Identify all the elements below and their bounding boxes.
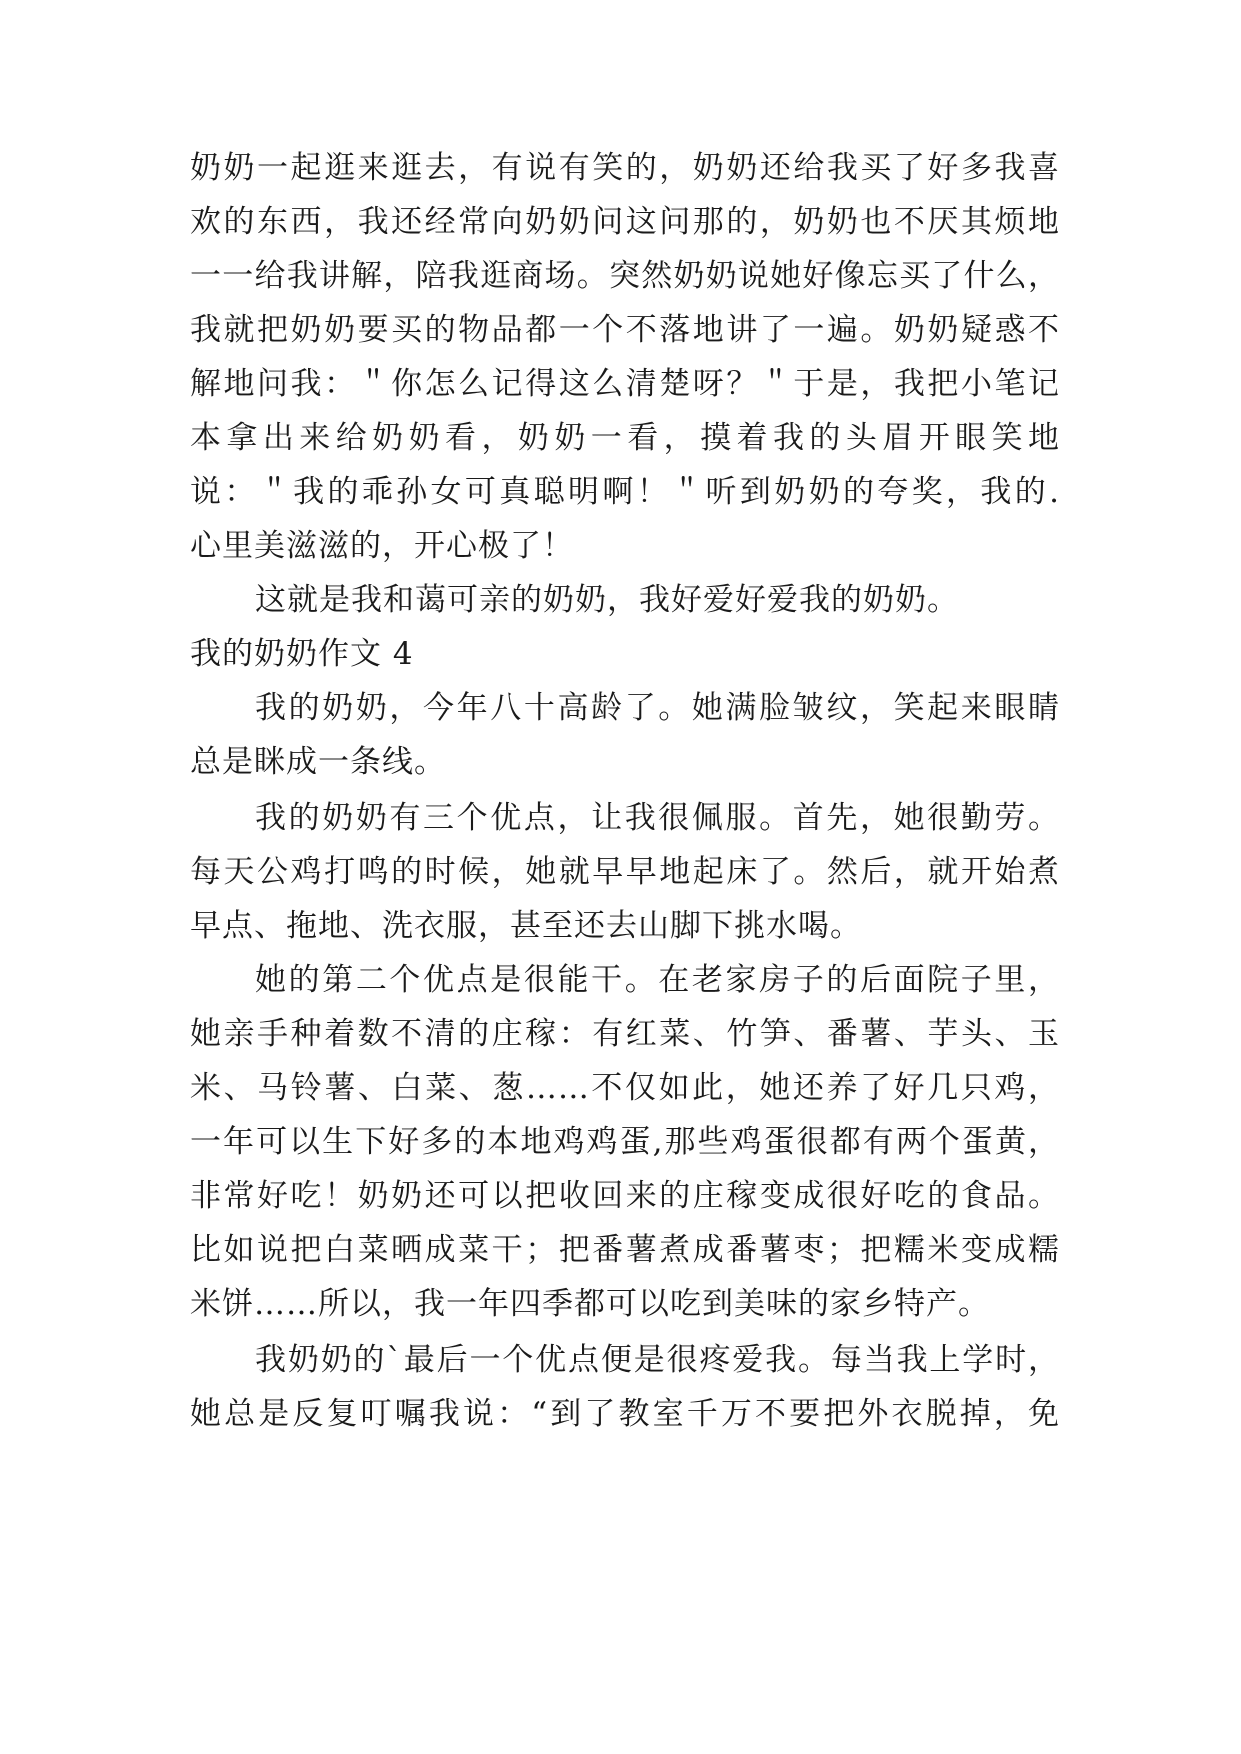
text-line: 本拿出来给奶奶看，奶奶一看，摸着我的头眉开眼笑地 — [190, 420, 1060, 456]
text-line: 一年可以生下好多的本地鸡鸡蛋,那些鸡蛋很都有两个蛋黄， — [190, 1124, 1060, 1160]
text-line: 一一给我讲解，陪我逛商场。突然奶奶说她好像忘买了什么， — [190, 258, 1060, 294]
text-line: 早点、拖地、洗衣服，甚至还去山脚下挑水喝。 — [190, 908, 862, 944]
text-line: 米饼……所以，我一年四季都可以吃到美味的家乡特产。 — [190, 1286, 990, 1322]
text-line: 她总是反复叮嘱我说：“到了教室千万不要把外衣脱掉，免 — [190, 1396, 1060, 1432]
section-heading: 我的奶奶作文 4 — [190, 636, 414, 672]
text-line: 每天公鸡打鸣的时候，她就早早地起床了。然后，就开始煮 — [190, 854, 1060, 890]
text-line: 她的第二个优点是很能干。在老家房子的后面院子里， — [255, 962, 1060, 998]
text-line: 欢的东西，我还经常向奶奶问这问那的，奶奶也不厌其烦地 — [190, 204, 1060, 240]
text-line: 奶奶一起逛来逛去，有说有笑的，奶奶还给我买了好多我喜 — [190, 150, 1060, 186]
text-line: 总是眯成一条线。 — [190, 744, 446, 780]
text-line: 说：＂我的乖孙女可真聪明啊！＂听到奶奶的夸奖，我的. — [190, 474, 1060, 510]
text-line: 米、马铃薯、白菜、葱……不仅如此，她还养了好几只鸡， — [190, 1070, 1060, 1106]
text-line: 我的奶奶有三个优点，让我很佩服。首先，她很勤劳。 — [255, 800, 1060, 836]
text-line: 心里美滋滋的，开心极了！ — [190, 528, 574, 564]
text-line: 我的奶奶，今年八十高龄了。她满脸皱纹，笑起来眼睛 — [255, 690, 1060, 726]
text-line: 这就是我和蔼可亲的奶奶，我好爱好爱我的奶奶。 — [255, 582, 959, 618]
text-line: 解地问我：＂你怎么记得这么清楚呀？＂于是，我把小笔记 — [190, 366, 1060, 402]
text-line: 非常好吃！奶奶还可以把收回来的庄稼变成很好吃的食品。 — [190, 1178, 1060, 1214]
text-line: 比如说把白菜晒成菜干；把番薯煮成番薯枣；把糯米变成糯 — [190, 1232, 1060, 1268]
text-line: 我就把奶奶要买的物品都一个不落地讲了一遍。奶奶疑惑不 — [190, 312, 1060, 348]
text-line: 她亲手种着数不清的庄稼：有红菜、竹笋、番薯、芋头、玉 — [190, 1016, 1060, 1052]
text-line: 我奶奶的`最后一个优点便是很疼爱我。每当我上学时， — [255, 1342, 1060, 1378]
